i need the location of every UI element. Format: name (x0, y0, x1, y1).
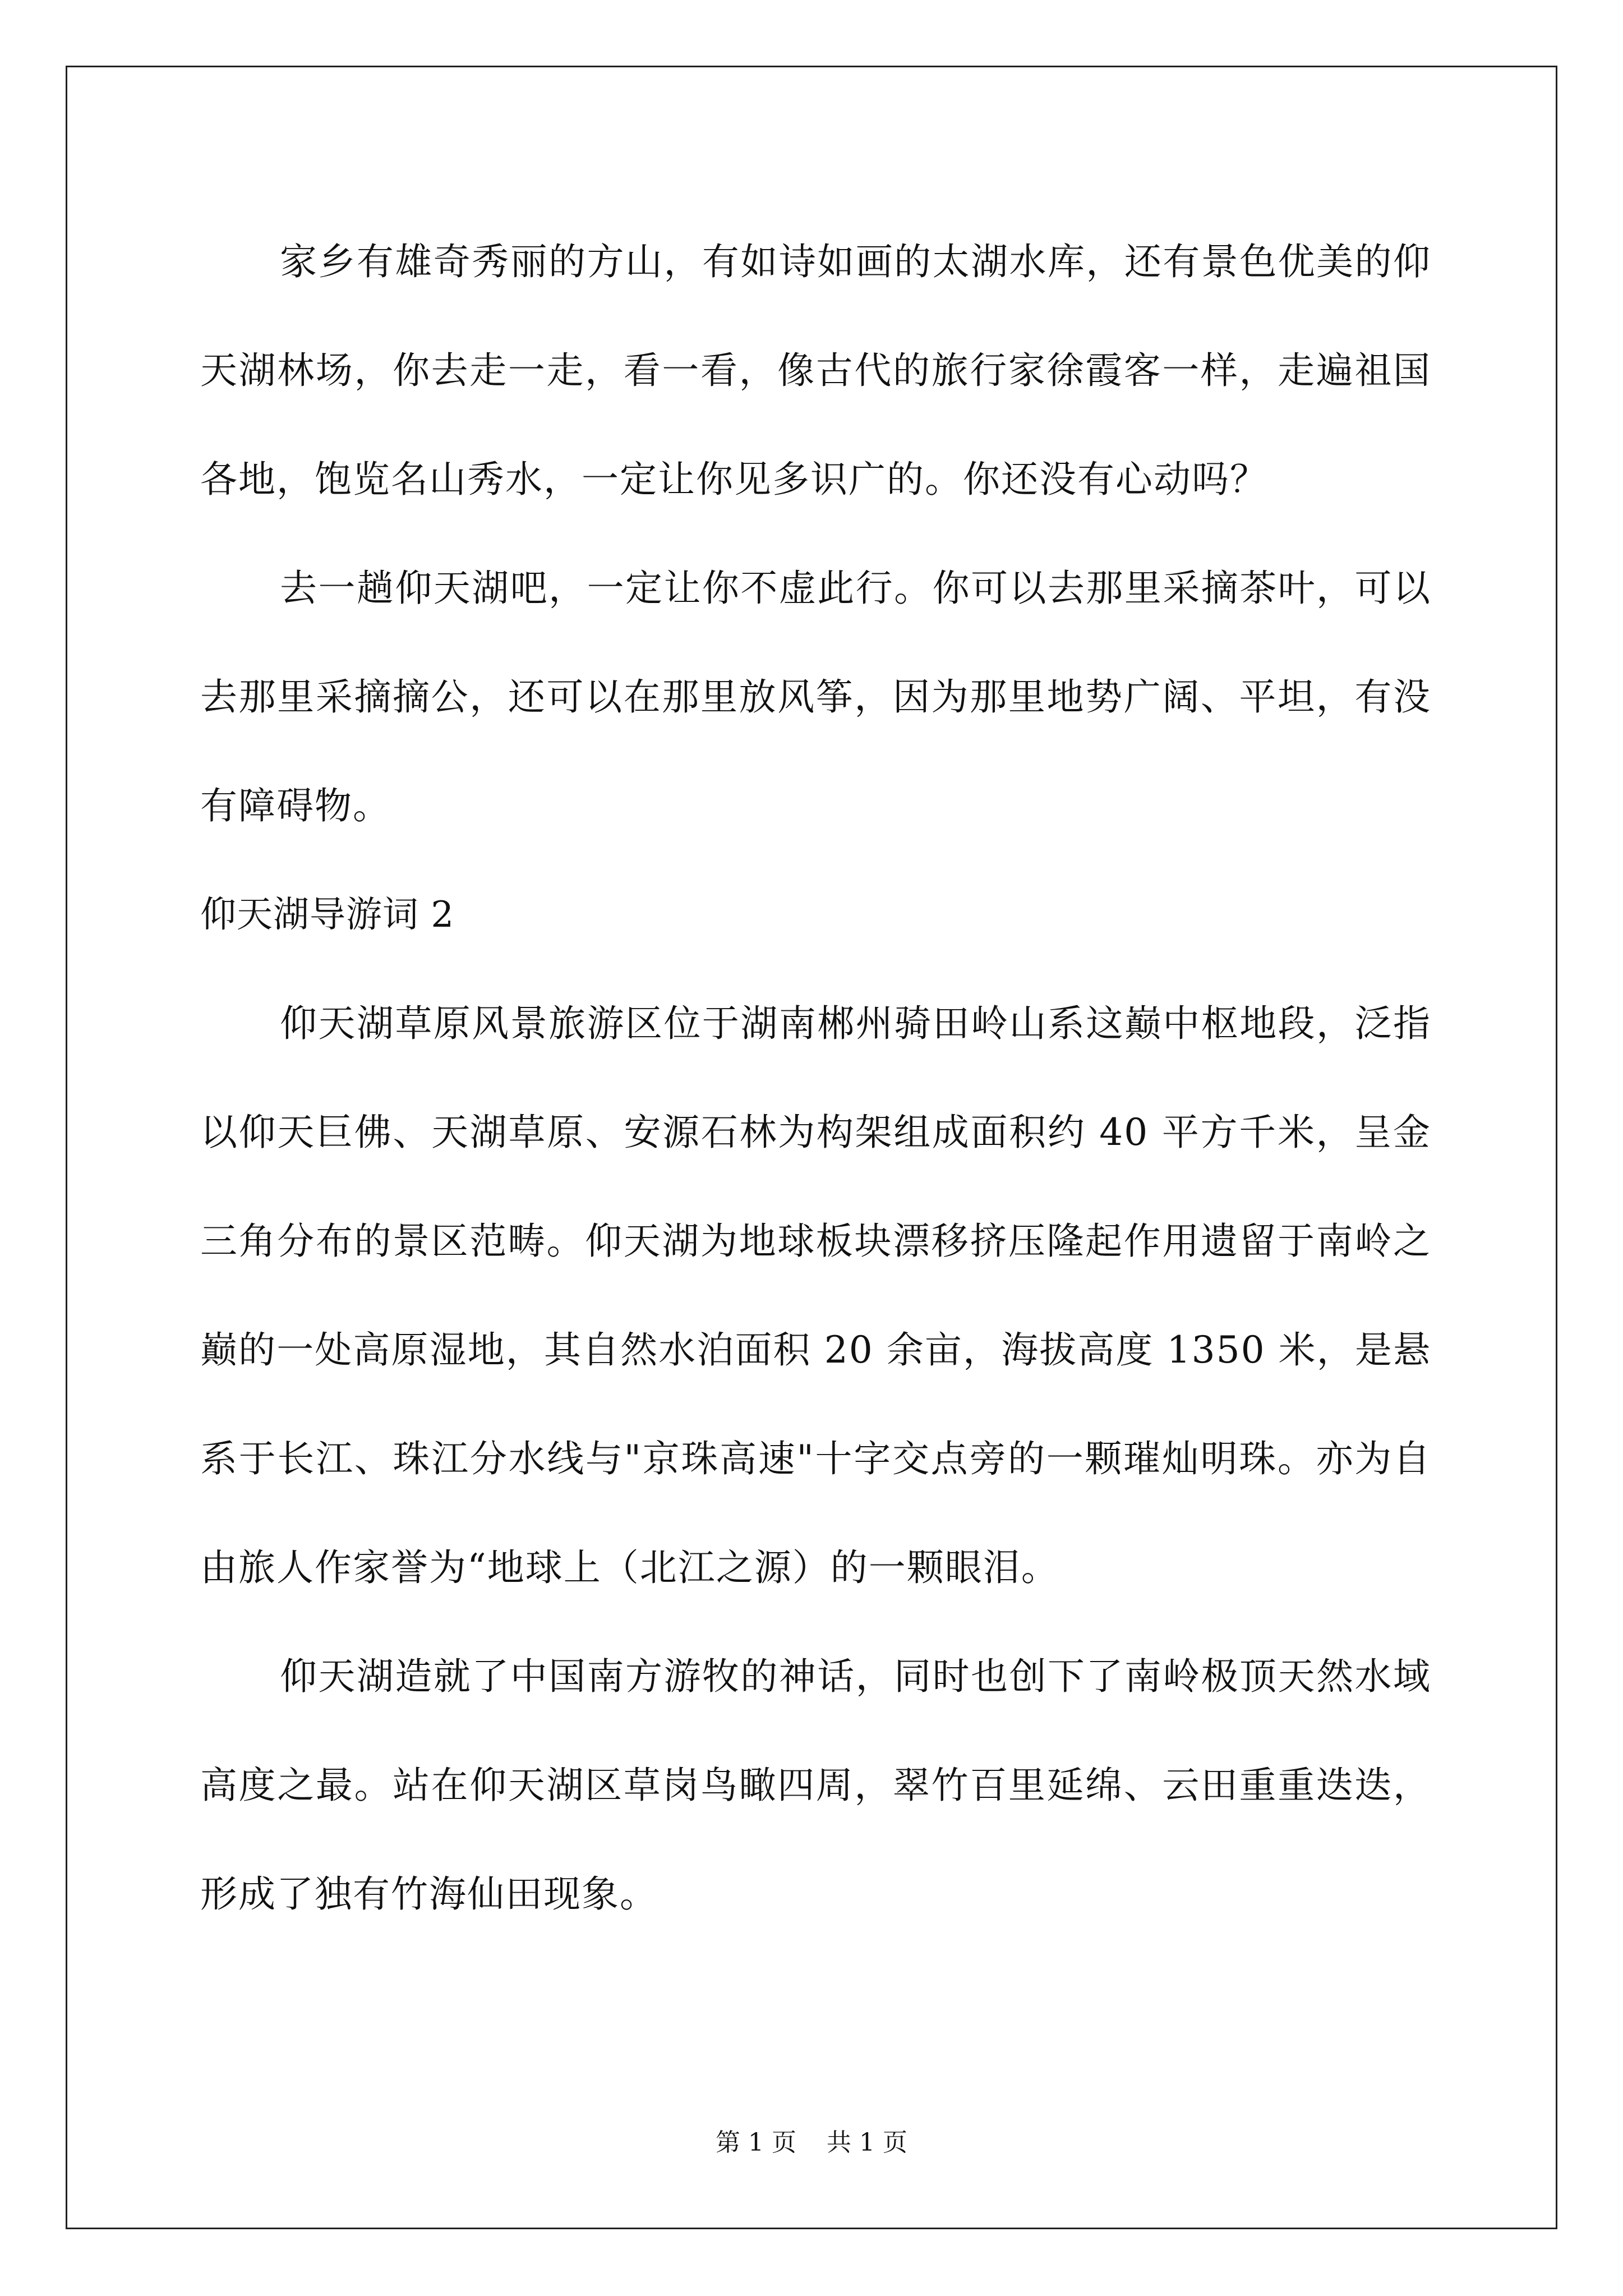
paragraph: 仰天湖草原风景旅游区位于湖南郴州骑田岭山系这巅中枢地段，泛指以仰天巨佛、天湖草原、安源石林为构架组成面积约 40 平方千米，呈金三角分布的景区范畴。仰天湖为地球板块漂移挤压隆起作用遗留于南岭之巅的一处高原湿地，其自然水泊面积 20 余亩，海拔高度 1350 米，是悬系于长江、珠江分水线与"京珠高速"十字交点旁的一颗璀灿明珠。亦为自由旅人作家誉为“地球上（北江之源）的一颗眼泪。 (200, 1002, 1431, 1589)
page-footer (0, 2126, 1623, 2160)
page-total: 共 1 页 (827, 2128, 907, 2157)
paragraph: 仰天湖造就了中国南方游牧的神话，同时也创下了南岭极顶天然水域高度之最。站在仰天湖区草岗鸟瞰四周，翠竹百里延绵、云田重重迭迭，形成了独有竹海仙田现象。 (200, 1655, 1431, 1916)
page-number: 第 1 页 (716, 2128, 796, 2157)
paragraph: 去一趟仰天湖吧，一定让你不虚此行。你可以去那里采摘茶叶，可以去那里采摘摘公，还可以在那里放风筝，因为那里地势广阔、平坦，有没有障碍物。 (200, 567, 1431, 827)
paragraph: 家乡有雄奇秀丽的方山，有如诗如画的太湖水库，还有景色优美的仰天湖林场，你去走一走，看一看，像古代的旅行家徐霞客一样，走遍祖国各地，饱览名山秀水，一定让你见多识广的。你还没有心动吗？ (200, 240, 1431, 501)
document-body (200, 208, 1431, 1949)
section-heading: 仰天湖导游词 2 (200, 894, 455, 936)
